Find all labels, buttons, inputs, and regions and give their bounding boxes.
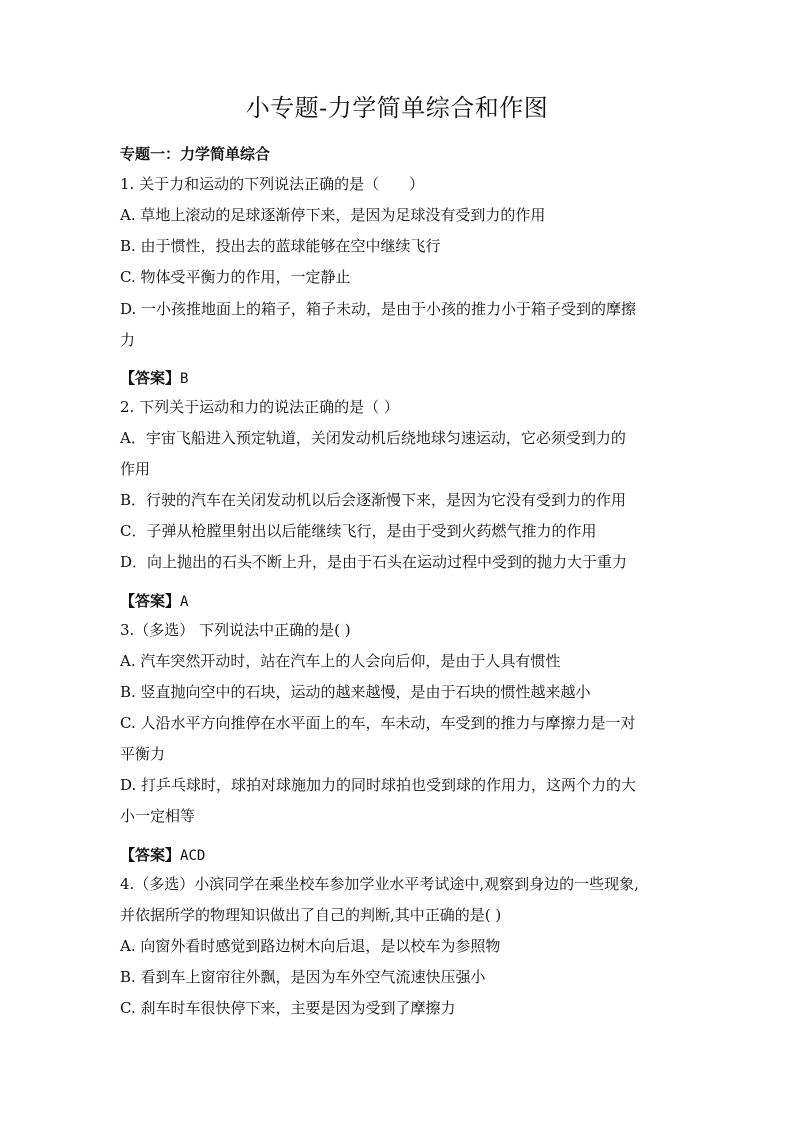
q2-option-d: D．向上抛出的石头不断上升，是由于石头在运动过程中受到的抛力大于重力 [120,553,628,571]
q4-stem: 4.（多选）小滨同学在乘坐校车参加学业水平考试途中,观察到身边的一些现象, [120,875,639,893]
q3-option-c: C. 人沿水平方向推停在水平面上的车，车未动，车受到的推力与摩擦力是一对 [120,714,636,732]
answer-label: 【答案】 [120,369,181,387]
q2-option-b: B．行驶的汽车在关闭发动机以后会逐渐慢下来，是因为它没有受到力的作用 [120,491,627,509]
q3-answer-value: ACD [180,848,206,864]
q2-option-a: A．宇宙飞船进入预定轨道，关闭发动机后绕地球匀速运动，它必须受到力的 [120,429,626,447]
q3-option-a: A. 汽车突然开动时，站在汽车上的人会向后仰，是由于人具有惯性 [120,652,561,670]
answer-label: 【答案】 [120,592,181,610]
q1-answer [120,367,680,390]
q2-answer-value: A [180,594,189,610]
q2-option-c: C．子弹从枪膛里射出以后能继续飞行，是由于受到火药燃气推力的作用 [120,522,597,540]
q3-option-d-cont: 小一定相等 [120,807,196,825]
q4-option-a: A. 向窗外看时感觉到路边树木向后退，是以校车为参照物 [120,937,501,955]
q3-option-b: B. 竖直抛向空中的石块，运动的越来越慢，是由于石块的惯性越来越小 [120,683,591,701]
q2-answer [120,590,680,613]
q3-stem: 3.（多选） 下列说法中正确的是( ) [120,621,351,639]
q1-option-d: D. 一小孩推地面上的箱子，箱子未动，是由于小孩的推力小于箱子受到的摩擦 [120,300,637,318]
q1-option-c: C. 物体受平衡力的作用，一定静止 [120,268,351,286]
q2-option-a-cont: 作用 [120,460,151,478]
q4-option-c: C. 刹车时车很快停下来，主要是因为受到了摩擦力 [120,999,456,1017]
q4-stem-cont: 并依据所学的物理知识做出了自己的判断,其中正确的是( ) [120,906,502,924]
section-heading: 专题一：力学简单综合 [120,145,271,163]
q1-answer-value: B [180,371,189,387]
document-title: 小专题-力学简单综合和作图 [245,94,549,122]
q3-option-c-cont: 平衡力 [120,745,166,763]
q1-option-a: A. 草地上滚动的足球逐渐停下来，是因为足球没有受到力的作用 [120,206,546,224]
q2-stem: 2. 下列关于运动和力的说法正确的是（ ） [120,398,399,416]
q3-answer [120,844,680,867]
answer-label: 【答案】 [120,846,181,864]
q1-option-b: B. 由于惯性，投出去的蓝球能够在空中继续飞行 [120,237,441,255]
q1-option-d-cont: 力 [120,331,136,349]
q1-stem: 1. 关于力和运动的下列说法正确的是（ ） [120,175,425,193]
q3-option-d: D. 打乒乓球时，球拍对球施加力的同时球拍也受到球的作用力，这两个力的大 [120,776,637,794]
q4-option-b: B. 看到车上窗帘往外飘，是因为车外空气流速快压强小 [120,968,486,986]
